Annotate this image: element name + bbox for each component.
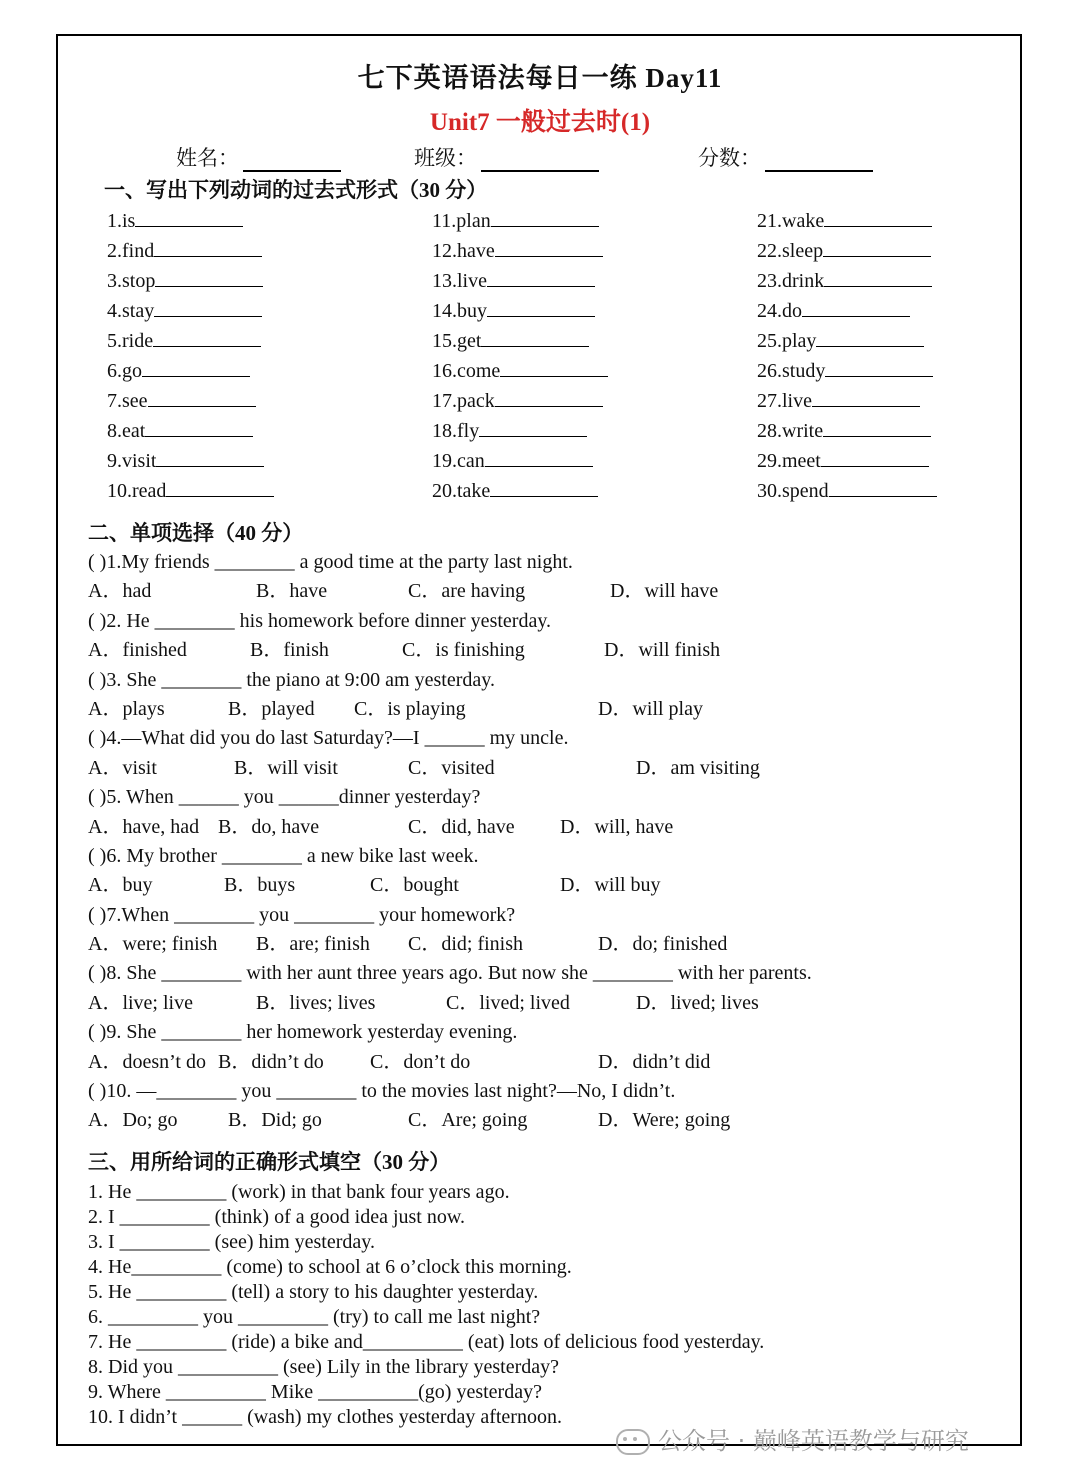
- option-d: D．am visiting: [636, 756, 760, 779]
- option-c: C．did; finish: [408, 933, 524, 956]
- verb-item: 22.sleep: [757, 236, 937, 266]
- option-c: C．bought: [370, 874, 459, 897]
- option-d: D．will buy: [560, 874, 661, 897]
- verb-item: 29.meet: [757, 446, 937, 476]
- option-a: A．were; finish: [88, 933, 218, 956]
- option-a: A．have, had: [88, 815, 200, 838]
- verb-item: 6.go: [107, 356, 274, 386]
- question-text: ( )2. He ________ his homework before dinner yesterday.: [88, 609, 552, 632]
- verb-item: 8.eat: [107, 416, 274, 446]
- fill-item: 3. I _________ (see) him yesterday.: [88, 1231, 375, 1253]
- options-row: [88, 930, 988, 959]
- page-subtitle: Unit7 一般过去时(1): [429, 109, 651, 136]
- option-d: D．didn’t did: [598, 1050, 711, 1073]
- fill-item: 9. Where __________ Mike __________(go) yesterday?: [88, 1381, 542, 1403]
- verb-item: 1.is: [107, 206, 274, 236]
- verb-item: 10.read: [107, 476, 274, 506]
- question-text: ( )1.My friends ________ a good time at the party last night.: [88, 551, 573, 573]
- option-c: C．lived; lived: [446, 991, 570, 1014]
- option-b: B．do, have: [218, 815, 320, 838]
- name-field: [176, 142, 341, 172]
- option-c: C．is finishing: [402, 639, 525, 662]
- option-d: D．do; finished: [598, 933, 728, 956]
- option-c: C．visited: [408, 756, 495, 779]
- verb-item: 11.plan: [432, 206, 608, 236]
- option-b: B．played: [228, 697, 315, 720]
- question-text: ( )3. She ________ the piano at 9:00 am yesterday.: [88, 668, 495, 691]
- question-text: ( )8. She ________ with her aunt three years ago. But now she ________ with her parents.: [88, 962, 812, 985]
- verb-item: 17.pack: [432, 386, 608, 416]
- verb-item: 4.stay: [107, 296, 274, 326]
- verb-item: 12.have: [432, 236, 608, 266]
- verb-item: 3.stop: [107, 266, 274, 296]
- fill-item: 10. I didn’t ______ (wash) my clothes yesterday afternoon.: [88, 1406, 562, 1428]
- verb-column-1: [107, 206, 274, 506]
- option-d: D．lived; lives: [636, 991, 759, 1014]
- fill-item: 2. I _________ (think) of a good idea just now.: [88, 1206, 465, 1228]
- option-b: B．have: [256, 580, 328, 603]
- option-d: D．will have: [610, 580, 719, 603]
- section2-heading: 二、单项选择（40 分）: [88, 521, 304, 545]
- option-a: A．finished: [88, 639, 187, 662]
- question-text: ( )10. —________ you ________ to the movies last night?—No, I didn’t.: [88, 1080, 676, 1103]
- option-d: D．will, have: [560, 815, 674, 838]
- option-b: B．didn’t do: [218, 1050, 324, 1073]
- class-field: [414, 142, 599, 172]
- verb-item: 13.live: [432, 266, 608, 296]
- score-blank: [765, 150, 873, 172]
- score-field: [698, 142, 873, 172]
- name-blank: [243, 150, 341, 172]
- fill-item: 5. He _________ (tell) a story to his daughter yesterday.: [88, 1281, 539, 1303]
- option-b: B．will visit: [234, 756, 338, 779]
- option-a: A．buy: [88, 874, 153, 897]
- option-a: A．Do; go: [88, 1109, 178, 1132]
- verb-item: 21.wake: [757, 206, 937, 236]
- question-text: ( )4.—What did you do last Saturday?—I ______ my uncle.: [88, 727, 569, 750]
- question-text: ( )5. When ______ you ______dinner yesterday?: [88, 786, 481, 809]
- option-d: D．Were; going: [598, 1109, 731, 1132]
- watermark: [616, 1421, 969, 1461]
- verb-item: 9.visit: [107, 446, 274, 476]
- option-a: A．live; live: [88, 991, 193, 1014]
- multiple-choice-list: [88, 548, 988, 1136]
- verb-item: 24.do: [757, 296, 937, 326]
- fill-item: 8. Did you __________ (see) Lily in the library yesterday?: [88, 1356, 559, 1378]
- class-blank: [481, 150, 599, 172]
- options-row: [88, 813, 988, 842]
- verb-item: 25.play: [757, 326, 937, 356]
- fill-in-list: [88, 1180, 988, 1430]
- option-c: C．are having: [408, 580, 526, 603]
- verb-item: 7.see: [107, 386, 274, 416]
- verb-item: 19.can: [432, 446, 608, 476]
- option-b: B．lives; lives: [256, 991, 376, 1014]
- options-row: [88, 1048, 988, 1077]
- verb-item: 14.buy: [432, 296, 608, 326]
- verb-item: 27.live: [757, 386, 937, 416]
- verb-item: 26.study: [757, 356, 937, 386]
- name-label: 姓名：: [176, 146, 239, 170]
- option-d: D．will play: [598, 697, 703, 720]
- verb-item: 16.come: [432, 356, 608, 386]
- fill-item: 1. He _________ (work) in that bank four years ago.: [88, 1181, 510, 1203]
- option-c: C．don’t do: [370, 1050, 471, 1073]
- options-row: [88, 871, 988, 900]
- option-b: B．finish: [250, 639, 329, 662]
- options-row: [88, 1106, 988, 1135]
- question-text: ( )7.When ________ you ________ your homework?: [88, 903, 516, 926]
- option-a: A．plays: [88, 697, 165, 720]
- option-a: A．doesn’t do: [88, 1050, 206, 1073]
- verb-item: 2.find: [107, 236, 274, 266]
- option-c: C．did, have: [408, 815, 515, 838]
- verb-column-3: [757, 206, 937, 506]
- score-label: 分数：: [698, 146, 761, 170]
- verb-item: 5.ride: [107, 326, 274, 356]
- verb-item: 15.get: [432, 326, 608, 356]
- class-label: 班级：: [414, 146, 477, 170]
- page-title: 七下英语语法每日一练 Day11: [357, 63, 723, 93]
- verb-item: 23.drink: [757, 266, 937, 296]
- options-row: [88, 636, 988, 665]
- question-text: ( )6. My brother ________ a new bike last week.: [88, 844, 479, 867]
- option-b: B．buys: [224, 874, 296, 897]
- option-a: A．visit: [88, 756, 157, 779]
- option-c: C．is playing: [354, 697, 466, 720]
- option-b: B．Did; go: [228, 1109, 322, 1132]
- verb-item: 20.take: [432, 476, 608, 506]
- option-b: B．are; finish: [256, 933, 370, 956]
- section3-heading: 三、用所给词的正确形式填空（30 分）: [88, 1150, 451, 1174]
- fill-item: 6. _________ you _________ (try) to call me last night?: [88, 1306, 541, 1328]
- option-c: C．Are; going: [408, 1109, 528, 1132]
- fill-item: 4. He_________ (come) to school at 6 o’clock this morning.: [88, 1256, 572, 1278]
- question-text: ( )9. She ________ her homework yesterday evening.: [88, 1021, 518, 1044]
- wechat-icon: [616, 1429, 650, 1455]
- options-row: [88, 695, 988, 724]
- verb-item: 30.spend: [757, 476, 937, 506]
- verb-column-2: [432, 206, 608, 506]
- option-d: D．will finish: [604, 639, 721, 662]
- section1-heading: 一、写出下列动词的过去式形式（30 分）: [104, 178, 488, 202]
- options-row: [88, 577, 988, 606]
- options-row: [88, 754, 988, 783]
- fill-item: 7. He _________ (ride) a bike and__________ (eat) lots of delicious food yesterday.: [88, 1331, 765, 1353]
- options-row: [88, 989, 988, 1018]
- option-a: A．had: [88, 580, 152, 603]
- verb-item: 18.fly: [432, 416, 608, 446]
- watermark-text: 公众号 · 巅峰英语教学与研究: [658, 1427, 969, 1455]
- verb-item: 28.write: [757, 416, 937, 446]
